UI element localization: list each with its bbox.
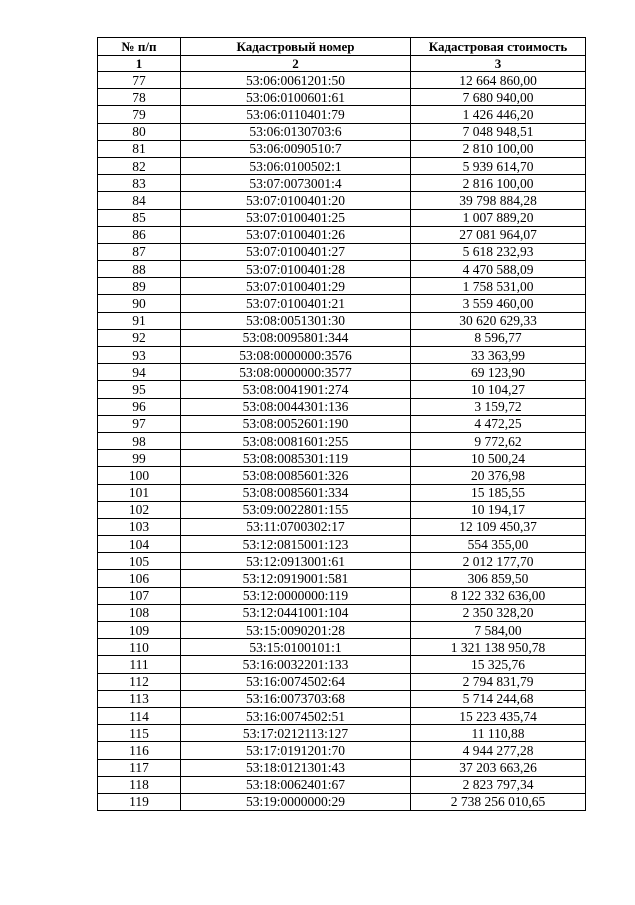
row-number-cell: 79 <box>98 106 181 123</box>
table-row <box>98 432 586 449</box>
cadastral-number-cell: 53:06:0110401:79 <box>181 106 411 123</box>
cadastral-value-cell: 11 110,88 <box>411 725 586 742</box>
table-row <box>98 639 586 656</box>
table-row <box>98 484 586 501</box>
table-row <box>98 759 586 776</box>
cadastral-value-cell: 306 859,50 <box>411 570 586 587</box>
table-row <box>98 553 586 570</box>
table-row <box>98 707 586 724</box>
row-number-cell: 108 <box>98 604 181 621</box>
cadastral-number-cell: 53:08:0085301:119 <box>181 450 411 467</box>
cadastral-value-cell: 7 048 948,51 <box>411 123 586 140</box>
cadastral-number-cell: 53:07:0100401:21 <box>181 295 411 312</box>
row-number-cell: 100 <box>98 467 181 484</box>
cadastral-number-cell: 53:12:0913001:61 <box>181 553 411 570</box>
cadastral-number-cell: 53:16:0074502:51 <box>181 707 411 724</box>
table-row <box>98 656 586 673</box>
row-number-cell: 96 <box>98 398 181 415</box>
table-row <box>98 398 586 415</box>
cadastral-number-cell: 53:06:0090510:7 <box>181 140 411 157</box>
column-number-2: 2 <box>181 56 411 72</box>
row-number-cell: 103 <box>98 518 181 535</box>
table-row <box>98 381 586 398</box>
cadastral-value-cell: 2 816 100,00 <box>411 175 586 192</box>
cadastral-value-cell: 7 584,00 <box>411 622 586 639</box>
cadastral-number-cell: 53:06:0100502:1 <box>181 157 411 174</box>
row-number-cell: 84 <box>98 192 181 209</box>
table-row <box>98 673 586 690</box>
cadastral-number-cell: 53:07:0100401:26 <box>181 226 411 243</box>
cadastral-value-cell: 10 500,24 <box>411 450 586 467</box>
cadastral-number-cell: 53:19:0000000:29 <box>181 793 411 810</box>
table-row <box>98 776 586 793</box>
cadastral-number-cell: 53:09:0022801:155 <box>181 501 411 518</box>
row-number-cell: 101 <box>98 484 181 501</box>
row-number-cell: 86 <box>98 226 181 243</box>
cadastral-number-cell: 53:07:0100401:25 <box>181 209 411 226</box>
table-row <box>98 209 586 226</box>
row-number-cell: 88 <box>98 261 181 278</box>
cadastral-number-cell: 53:06:0130703:6 <box>181 123 411 140</box>
row-number-cell: 117 <box>98 759 181 776</box>
row-number-cell: 111 <box>98 656 181 673</box>
row-number-cell: 119 <box>98 793 181 810</box>
cadastral-value-cell: 69 123,90 <box>411 364 586 381</box>
cadastral-number-cell: 53:12:0815001:123 <box>181 536 411 553</box>
header-cadastral-value: Кадастровая стоимость <box>411 38 586 56</box>
cadastral-number-cell: 53:07:0100401:20 <box>181 192 411 209</box>
cadastral-value-cell: 8 122 332 636,00 <box>411 587 586 604</box>
cadastral-value-cell: 2 823 797,34 <box>411 776 586 793</box>
table-row <box>98 415 586 432</box>
table-row <box>98 312 586 329</box>
table-row <box>98 622 586 639</box>
cadastral-value-cell: 9 772,62 <box>411 432 586 449</box>
row-number-cell: 118 <box>98 776 181 793</box>
cadastral-number-cell: 53:08:0041901:274 <box>181 381 411 398</box>
cadastral-number-cell: 53:07:0100401:27 <box>181 243 411 260</box>
row-number-cell: 114 <box>98 707 181 724</box>
cadastral-value-cell: 15 185,55 <box>411 484 586 501</box>
row-number-cell: 102 <box>98 501 181 518</box>
cadastral-value-cell: 12 664 860,00 <box>411 72 586 89</box>
cadastral-number-cell: 53:07:0100401:28 <box>181 261 411 278</box>
cadastral-value-cell: 30 620 629,33 <box>411 312 586 329</box>
table-row <box>98 226 586 243</box>
row-number-cell: 112 <box>98 673 181 690</box>
cadastral-value-cell: 4 472,25 <box>411 415 586 432</box>
cadastral-number-cell: 53:12:0441001:104 <box>181 604 411 621</box>
table-row <box>98 690 586 707</box>
cadastral-number-cell: 53:11:0700302:17 <box>181 518 411 535</box>
cadastral-value-cell: 15 223 435,74 <box>411 707 586 724</box>
table-row <box>98 587 586 604</box>
table-row <box>98 536 586 553</box>
table-row <box>98 347 586 364</box>
cadastral-number-cell: 53:16:0032201:133 <box>181 656 411 673</box>
column-number-1: 1 <box>98 56 181 72</box>
header-cadastral-number: Кадастровый номер <box>181 38 411 56</box>
cadastral-value-cell: 20 376,98 <box>411 467 586 484</box>
row-number-cell: 107 <box>98 587 181 604</box>
table-row <box>98 329 586 346</box>
table-row <box>98 89 586 106</box>
row-number-cell: 113 <box>98 690 181 707</box>
table-row <box>98 72 586 89</box>
header-row-number: № п/п <box>98 38 181 56</box>
cadastral-value-cell: 3 159,72 <box>411 398 586 415</box>
row-number-cell: 115 <box>98 725 181 742</box>
cadastral-number-cell: 53:15:0090201:28 <box>181 622 411 639</box>
cadastral-value-cell: 2 810 100,00 <box>411 140 586 157</box>
row-number-cell: 93 <box>98 347 181 364</box>
cadastral-value-cell: 39 798 884,28 <box>411 192 586 209</box>
row-number-cell: 106 <box>98 570 181 587</box>
cadastral-number-cell: 53:08:0081601:255 <box>181 432 411 449</box>
cadastral-number-cell: 53:06:0061201:50 <box>181 72 411 89</box>
cadastral-number-cell: 53:08:0000000:3577 <box>181 364 411 381</box>
row-number-cell: 92 <box>98 329 181 346</box>
table-row <box>98 243 586 260</box>
table-row <box>98 793 586 810</box>
cadastral-value-cell: 37 203 663,26 <box>411 759 586 776</box>
cadastral-value-cell: 27 081 964,07 <box>411 226 586 243</box>
cadastral-value-cell: 15 325,76 <box>411 656 586 673</box>
row-number-cell: 89 <box>98 278 181 295</box>
cadastral-value-cell: 2 350 328,20 <box>411 604 586 621</box>
cadastral-number-cell: 53:08:0085601:334 <box>181 484 411 501</box>
row-number-cell: 83 <box>98 175 181 192</box>
row-number-cell: 116 <box>98 742 181 759</box>
table-row <box>98 140 586 157</box>
cadastral-value-cell: 7 680 940,00 <box>411 89 586 106</box>
table-row <box>98 742 586 759</box>
table-body <box>98 72 586 811</box>
cadastral-number-cell: 53:16:0073703:68 <box>181 690 411 707</box>
row-number-cell: 104 <box>98 536 181 553</box>
cadastral-value-cell: 10 104,27 <box>411 381 586 398</box>
cadastral-number-cell: 53:18:0062401:67 <box>181 776 411 793</box>
cadastral-number-cell: 53:08:0085601:326 <box>181 467 411 484</box>
cadastral-value-cell: 33 363,99 <box>411 347 586 364</box>
table-row <box>98 175 586 192</box>
cadastral-number-cell: 53:12:0919001:581 <box>181 570 411 587</box>
table-row <box>98 518 586 535</box>
row-number-cell: 109 <box>98 622 181 639</box>
table-row <box>98 604 586 621</box>
cadastral-value-cell: 554 355,00 <box>411 536 586 553</box>
row-number-cell: 80 <box>98 123 181 140</box>
cadastral-value-cell: 3 559 460,00 <box>411 295 586 312</box>
table-row <box>98 501 586 518</box>
cadastral-value-cell: 8 596,77 <box>411 329 586 346</box>
cadastral-value-cell: 5 714 244,68 <box>411 690 586 707</box>
cadastral-value-cell: 10 194,17 <box>411 501 586 518</box>
cadastral-value-cell: 12 109 450,37 <box>411 518 586 535</box>
cadastral-value-cell: 2 738 256 010,65 <box>411 793 586 810</box>
cadastral-number-cell: 53:08:0044301:136 <box>181 398 411 415</box>
cadastral-value-cell: 4 470 588,09 <box>411 261 586 278</box>
cadastral-number-cell: 53:07:0073001:4 <box>181 175 411 192</box>
row-number-cell: 95 <box>98 381 181 398</box>
cadastral-value-cell: 4 944 277,28 <box>411 742 586 759</box>
cadastral-value-cell: 2 012 177,70 <box>411 553 586 570</box>
cadastral-value-cell: 1 758 531,00 <box>411 278 586 295</box>
row-number-cell: 82 <box>98 157 181 174</box>
row-number-cell: 90 <box>98 295 181 312</box>
row-number-cell: 105 <box>98 553 181 570</box>
cadastral-number-cell: 53:08:0051301:30 <box>181 312 411 329</box>
cadastral-number-cell: 53:17:0191201:70 <box>181 742 411 759</box>
cadastral-number-cell: 53:17:0212113:127 <box>181 725 411 742</box>
table-row <box>98 261 586 278</box>
cadastral-number-cell: 53:18:0121301:43 <box>181 759 411 776</box>
row-number-cell: 77 <box>98 72 181 89</box>
row-number-cell: 78 <box>98 89 181 106</box>
table-row <box>98 123 586 140</box>
row-number-cell: 81 <box>98 140 181 157</box>
row-number-cell: 94 <box>98 364 181 381</box>
cadastral-value-cell: 1 321 138 950,78 <box>411 639 586 656</box>
cadastral-value-cell: 5 939 614,70 <box>411 157 586 174</box>
table-row <box>98 467 586 484</box>
cadastral-number-cell: 53:07:0100401:29 <box>181 278 411 295</box>
table-row <box>98 192 586 209</box>
row-number-cell: 98 <box>98 432 181 449</box>
cadastral-value-cell: 5 618 232,93 <box>411 243 586 260</box>
table-row <box>98 295 586 312</box>
table-row <box>98 570 586 587</box>
cadastral-number-cell: 53:08:0095801:344 <box>181 329 411 346</box>
row-number-cell: 91 <box>98 312 181 329</box>
row-number-cell: 110 <box>98 639 181 656</box>
header-row <box>98 38 586 56</box>
cadastral-value-cell: 2 794 831,79 <box>411 673 586 690</box>
cadastral-number-cell: 53:08:0000000:3576 <box>181 347 411 364</box>
column-number-3: 3 <box>411 56 586 72</box>
cadastral-number-cell: 53:16:0074502:64 <box>181 673 411 690</box>
row-number-cell: 87 <box>98 243 181 260</box>
table-row <box>98 157 586 174</box>
cadastral-number-cell: 53:06:0100601:61 <box>181 89 411 106</box>
table-row <box>98 450 586 467</box>
cadastral-value-cell: 1 007 889,20 <box>411 209 586 226</box>
cadastral-value-cell: 1 426 446,20 <box>411 106 586 123</box>
cadastral-number-cell: 53:12:0000000:119 <box>181 587 411 604</box>
table-header <box>98 38 586 72</box>
table-row <box>98 364 586 381</box>
cadastral-number-cell: 53:15:0100101:1 <box>181 639 411 656</box>
cadastral-number-cell: 53:08:0052601:190 <box>181 415 411 432</box>
table-row <box>98 278 586 295</box>
row-number-cell: 85 <box>98 209 181 226</box>
row-number-cell: 97 <box>98 415 181 432</box>
column-number-row <box>98 56 586 72</box>
table-row <box>98 106 586 123</box>
cadastral-value-table <box>97 37 586 811</box>
row-number-cell: 99 <box>98 450 181 467</box>
table-row <box>98 725 586 742</box>
